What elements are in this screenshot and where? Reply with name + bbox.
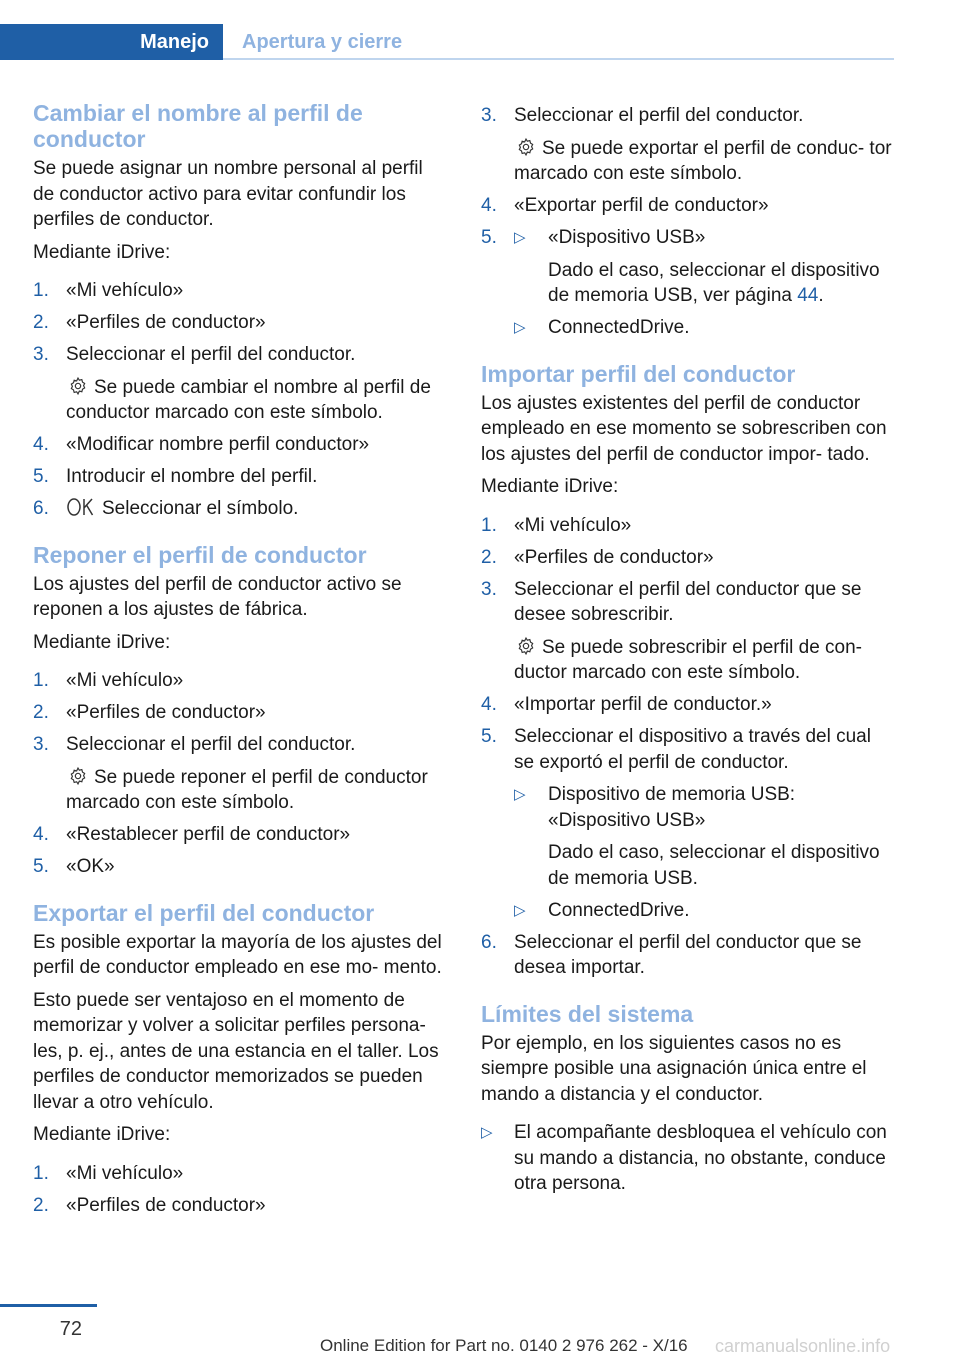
step-text: «Exportar perfil de conductor» xyxy=(514,195,769,216)
step-number: 4. xyxy=(481,694,497,715)
gear-icon xyxy=(68,376,88,396)
page-header xyxy=(0,24,894,62)
step-text: «Perfiles de conductor» xyxy=(66,702,266,723)
list-item xyxy=(33,732,448,816)
list-item xyxy=(481,692,895,718)
sub-list xyxy=(514,225,895,341)
note-text: Se puede reponer el perfil de conductor marcado con este símbolo. xyxy=(66,766,428,813)
list-item xyxy=(33,278,448,304)
triangle-bullet-icon: ▷ xyxy=(514,229,526,246)
bullet-text: El acompañante desbloquea el vehículo con su mando a distancia, no obstante, conduce otra persona. xyxy=(514,1122,887,1194)
note-text: Dado el caso, seleccionar el dispositivo de memoria USB, ver página xyxy=(548,259,880,306)
step-text: Seleccionar el dispositivo a través del cual se exportó el perfil de conductor. xyxy=(514,726,871,773)
list-item xyxy=(33,700,448,726)
step-text: Seleccionar el perfil del conductor que se desea importar. xyxy=(514,931,862,978)
step-note xyxy=(514,635,895,686)
list-item xyxy=(481,193,895,219)
left-column xyxy=(33,100,448,1225)
list-item xyxy=(481,103,895,187)
sub-text: ConnectedDrive. xyxy=(548,317,690,338)
sub-note: Dado el caso, seleccionar el dispositivo de memoria USB. xyxy=(548,842,880,889)
paragraph: Mediante iDrive: xyxy=(33,1124,171,1145)
list-item xyxy=(33,822,448,848)
gear-icon xyxy=(516,636,536,656)
paragraph: Se puede asignar un nombre personal al perfil de conductor activo para evitar confundir los perfiles de conductor. xyxy=(33,158,423,230)
step-number: 3. xyxy=(33,734,49,755)
step-text: Seleccionar el perfil del conductor. xyxy=(66,344,356,365)
section-title-rename: Cambiar el nombre al perfil de conductor xyxy=(33,100,363,152)
footer-rule xyxy=(0,1304,97,1307)
section-title-import: Importar perfil del conductor xyxy=(481,360,796,387)
list-item xyxy=(481,577,895,686)
step-text: Seleccionar el perfil del conductor. xyxy=(66,734,356,755)
paragraph: Es posible exportar la mayoría de los ajustes del perfil de conductor empleado en ese mo‐ mento. xyxy=(33,931,442,978)
sub-list-item xyxy=(514,225,895,309)
step-number: 1. xyxy=(33,670,49,691)
paragraph: Mediante iDrive: xyxy=(33,631,171,653)
step-number: 5. xyxy=(33,466,49,487)
step-text: «Mi vehículo» xyxy=(66,280,184,301)
step-number: 6. xyxy=(481,931,497,953)
list-item xyxy=(33,854,448,880)
step-text: «Restablecer perfil de conductor» xyxy=(66,824,351,845)
sub-text: «Dispositivo USB» xyxy=(548,227,706,248)
step-number: 2. xyxy=(33,702,49,723)
edition-note: Online Edition for Part no. 0140 2 976 262 - X/16 xyxy=(320,1336,688,1355)
step-number: 2. xyxy=(33,1194,49,1216)
step-text: Introducir el nombre del perfil. xyxy=(66,466,318,487)
watermark: carmanualsonline.info xyxy=(715,1336,891,1356)
step-number: 1. xyxy=(33,280,49,301)
paragraph: Los ajustes existentes del perfil de conductor empleado en ese momento se sobrescriben con los ajustes del perfil de conductor impor‐ tado. xyxy=(481,392,887,465)
step-text: «Perfiles de conductor» xyxy=(66,1194,266,1216)
list-item xyxy=(33,1161,448,1187)
list-item xyxy=(33,668,448,694)
triangle-bullet-icon: ▷ xyxy=(514,319,526,336)
step-number: 3. xyxy=(481,578,497,600)
sub-list xyxy=(514,782,895,923)
bullet-list xyxy=(481,1120,895,1197)
list-item xyxy=(33,496,448,522)
list-item xyxy=(33,342,448,426)
sub-list-item xyxy=(514,315,895,341)
list-item xyxy=(481,724,895,923)
steps-list xyxy=(481,513,895,981)
sub-list-item xyxy=(514,898,895,924)
section-title-limits: Límites del sistema xyxy=(481,1000,694,1027)
list-item xyxy=(481,930,895,981)
header-subsection-tab: Apertura y cierre xyxy=(242,31,403,53)
triangle-bullet-icon: ▷ xyxy=(514,901,526,919)
list-item xyxy=(33,464,448,490)
list-item xyxy=(481,545,895,571)
step-number: 5. xyxy=(481,726,497,747)
note-text-end: . xyxy=(818,285,824,306)
step-text: Seleccionar el perfil del conductor que se desee sobrescribir. xyxy=(514,578,862,625)
steps-list xyxy=(481,103,895,341)
triangle-bullet-icon: ▷ xyxy=(481,1124,493,1141)
step-note xyxy=(66,765,448,816)
header-rule xyxy=(223,58,894,60)
note-text: Se puede exportar el perfil de conduc‐ tor marcado con este símbolo. xyxy=(514,137,892,184)
right-column xyxy=(481,100,895,1203)
section-title-export: Exportar el perfil del conductor xyxy=(33,899,375,926)
step-note xyxy=(514,136,895,187)
paragraph: Esto puede ser ventajoso en el momento de memorizar y volver a solicitar perfiles persona‐ les, p. ej., antes de una estancia en el taller. Los perfiles de conductor memorizados se pueden llevar a otro vehículo. xyxy=(33,989,439,1113)
list-item xyxy=(33,1193,448,1219)
page-link[interactable]: 44 xyxy=(797,285,819,306)
step-number: 1. xyxy=(33,1162,49,1184)
step-number: 1. xyxy=(481,514,497,536)
step-text: «Mi vehículo» xyxy=(66,1162,184,1184)
step-number: 2. xyxy=(33,312,49,333)
list-item xyxy=(481,225,895,341)
paragraph: Por ejemplo, en los siguientes casos no es siempre posible una asignación única entre el mando a distancia y el conductor. xyxy=(481,1032,867,1105)
sub-text: Dispositivo de memoria USB: «Dispositivo USB» xyxy=(548,784,796,831)
note-text: Se puede cambiar el nombre al perfil de conductor marcado con este símbolo. xyxy=(66,376,431,423)
page-number: 72 xyxy=(59,1318,82,1340)
step-text: Seleccionar el perfil del conductor. xyxy=(514,105,804,126)
list-item xyxy=(481,513,895,539)
note-text: Se puede sobrescribir el perfil de con‐ ductor marcado con este símbolo. xyxy=(514,636,863,683)
step-number: 3. xyxy=(33,344,49,365)
step-text: «Mi vehículo» xyxy=(66,670,184,691)
step-text: «Modificar nombre perfil conductor» xyxy=(66,434,370,455)
step-text: «OK» xyxy=(66,856,115,877)
paragraph: Los ajustes del perfil de conductor activo se reponen a los ajustes de fábrica. xyxy=(33,573,402,620)
sub-list-item xyxy=(514,782,895,891)
paragraph: Mediante iDrive: xyxy=(33,241,171,263)
gear-icon xyxy=(516,137,536,157)
list-item xyxy=(481,1120,895,1197)
triangle-bullet-icon: ▷ xyxy=(514,786,526,803)
step-text: «Perfiles de conductor» xyxy=(514,546,714,568)
gear-icon xyxy=(68,766,88,786)
section-title-reset: Reponer el perfil de conductor xyxy=(33,541,367,568)
step-note xyxy=(66,375,448,426)
header-section-tab: Manejo xyxy=(0,24,223,60)
step-text: «Mi vehículo» xyxy=(514,514,632,536)
list-item xyxy=(33,310,448,336)
steps-list xyxy=(33,1161,448,1219)
step-number: 4. xyxy=(33,824,49,845)
step-number: 6. xyxy=(33,498,49,519)
step-number: 3. xyxy=(481,105,497,126)
paragraph: Mediante iDrive: xyxy=(481,476,619,497)
step-number: 5. xyxy=(481,227,497,248)
steps-list xyxy=(33,668,448,880)
sub-text: ConnectedDrive. xyxy=(548,899,690,921)
ok-icon xyxy=(66,497,96,517)
step-number: 2. xyxy=(481,546,497,568)
step-text: «Perfiles de conductor» xyxy=(66,312,266,333)
sub-note xyxy=(548,258,895,309)
list-item xyxy=(33,432,448,458)
steps-list xyxy=(33,278,448,522)
step-number: 5. xyxy=(33,856,49,877)
step-text: Seleccionar el símbolo. xyxy=(102,498,299,519)
step-number: 4. xyxy=(481,195,497,216)
step-text: «Importar perfil de conductor.» xyxy=(514,694,772,715)
step-number: 4. xyxy=(33,434,49,455)
